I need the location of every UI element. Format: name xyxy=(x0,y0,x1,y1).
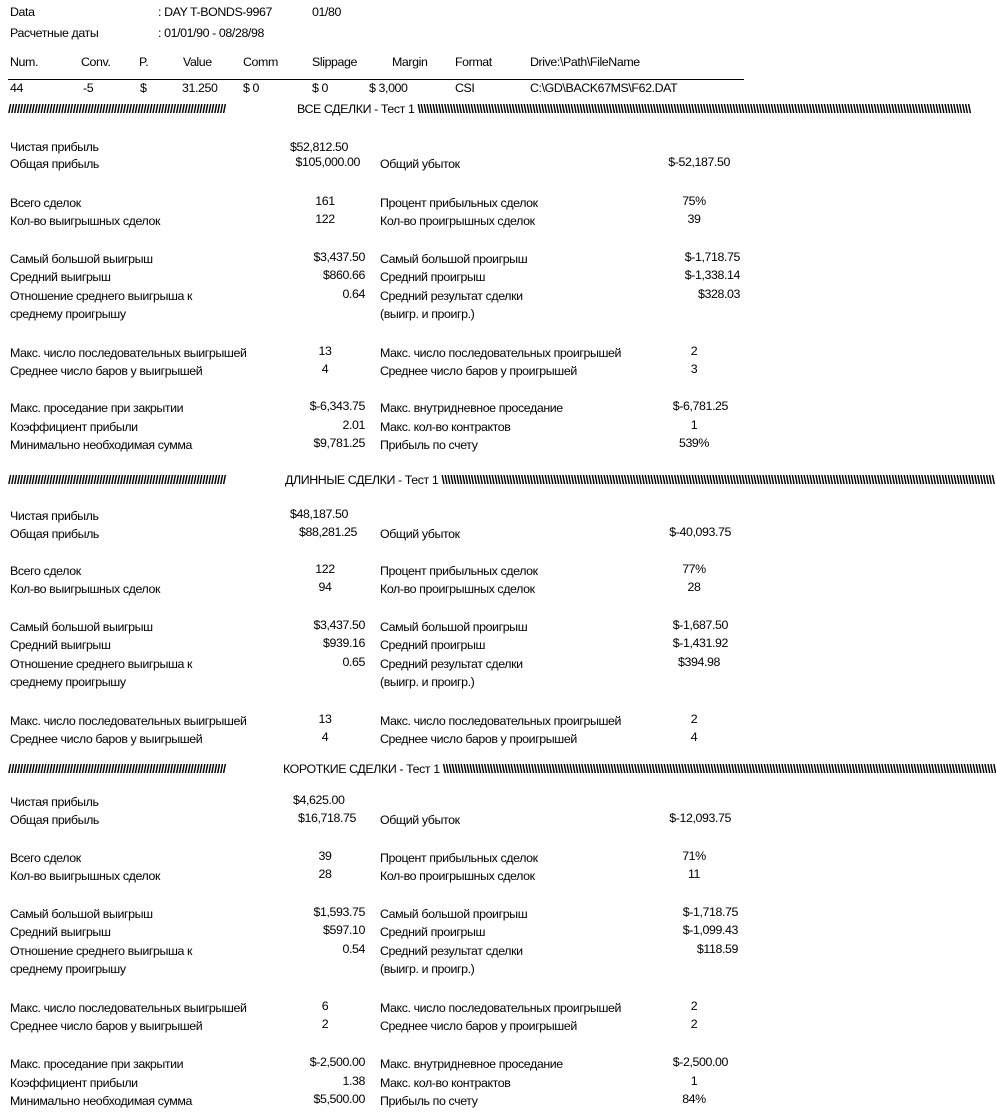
label: Минимально необходимая сумма xyxy=(10,1094,192,1108)
hatch-right: \\\\\\\\\\\\\\\\\\\\\\\\\\\\\\\\\\\\\\\\\\\\\\\\\\\\\\\\\\\\\\\\\\\\\\\\\\\\\\\\\\\\\\\\\\\\\\\\\\\\\\\\\\\\\\\\\\\\\\\\\\\\\\\\\\\\\\\\\\\\\\\\\\\\\\\\\\\\\\\\\\\\\\\\\\\\\\\\\\\\\\\\\\\\ xyxy=(417,102,971,116)
header-divider xyxy=(8,79,744,80)
section-banner-short xyxy=(8,761,996,777)
label: Кол-во проигрышных сделок xyxy=(380,582,535,596)
label: Макс. число последовательных проигрышей xyxy=(380,346,622,360)
label: Чистая прибыль xyxy=(10,509,99,523)
label: Среднее число баров у проигрышей xyxy=(380,364,577,378)
value: $-6,781.25 xyxy=(672,399,728,413)
val-slippage: $ 0 xyxy=(312,81,329,95)
value: $16,718.75 xyxy=(297,811,356,825)
label: Всего сделок xyxy=(10,851,81,865)
value: 122 xyxy=(315,212,335,226)
value: $48,187.50 xyxy=(290,507,349,521)
label: Средний выигрыш xyxy=(10,925,111,939)
label: Макс. число последовательных проигрышей xyxy=(380,1001,622,1015)
value: $-1,718.75 xyxy=(684,250,740,264)
value: $5,500.00 xyxy=(313,1092,365,1106)
hatch-left: ////////////////////////////////////////////////////////////////////////// xyxy=(8,473,226,487)
value: $-1,431.92 xyxy=(672,636,728,650)
label: Коэффициент прибыли xyxy=(10,1076,138,1090)
label: Среднее число баров у выигрышей xyxy=(10,732,203,746)
label: Самый большой выигрыш xyxy=(10,620,153,634)
label: Макс. число последовательных выигрышей xyxy=(10,346,247,360)
value: $1,593.75 xyxy=(313,905,365,919)
value: $394.98 xyxy=(678,655,720,669)
label: Средний результат сделки xyxy=(380,289,523,303)
value: 0.54 xyxy=(342,942,365,956)
value: 77% xyxy=(682,562,706,576)
label: Макс. проседание при закрытии xyxy=(10,401,184,415)
label: Отношение среднего выигрыша к xyxy=(10,944,193,958)
label: Среднее число баров у выигрышей xyxy=(10,364,203,378)
hatch-right: \\\\\\\\\\\\\\\\\\\\\\\\\\\\\\\\\\\\\\\\\\\\\\\\\\\\\\\\\\\\\\\\\\\\\\\\\\\\\\\\\\\\\\\\\\\\\\\\\\\\\\\\\\\\\\\\\\\\\\\\\\\\\\\\\\\\\\\\\\\\\\\\\\\\\\\\\\\\\\\\\\\\\\\\\\\\\\\\\\\\\\\\\\\\ xyxy=(441,473,995,487)
value: $-12,093.75 xyxy=(669,811,731,825)
value: $-1,718.75 xyxy=(682,905,738,919)
label: Кол-во выигрышных сделок xyxy=(10,214,161,228)
label: Средний проигрыш xyxy=(380,925,486,939)
value: 0.65 xyxy=(342,655,365,669)
label: Макс. число последовательных выигрышей xyxy=(10,1001,247,1015)
label: Общая прибыль xyxy=(10,157,99,171)
val-value: 31.250 xyxy=(182,81,218,95)
section-title: КОРОТКИЕ СДЕЛКИ - Тест 1 xyxy=(283,762,440,776)
hatch-right: \\\\\\\\\\\\\\\\\\\\\\\\\\\\\\\\\\\\\\\\\\\\\\\\\\\\\\\\\\\\\\\\\\\\\\\\\\\\\\\\\\\\\\\\\\\\\\\\\\\\\\\\\\\\\\\\\\\\\\\\\\\\\\\\\\\\\\\\\\\\\\\\\\\\\\\\\\\\\\\\\\\\\\\\\\\\\\\\\\\\\\\\\\\\ xyxy=(442,762,996,776)
label: Прибыль по счету xyxy=(380,438,478,452)
value: 4 xyxy=(690,730,698,744)
value: 2 xyxy=(690,712,698,726)
val-conv: -5 xyxy=(83,81,94,95)
label: Среднее число баров у выигрышей xyxy=(10,1019,203,1033)
hatch-left: ////////////////////////////////////////////////////////////////////////// xyxy=(8,102,226,116)
value: 13 xyxy=(318,344,332,358)
label: Средний выигрыш xyxy=(10,638,111,652)
col-conv: Conv. xyxy=(81,55,111,69)
value: $3,437.50 xyxy=(313,250,365,264)
label: Макс. внутридневное проседание xyxy=(380,401,563,415)
label: Кол-во выигрышных сделок xyxy=(10,582,161,596)
label: Кол-во проигрышных сделок xyxy=(380,214,535,228)
label: среднему проигрышу xyxy=(10,675,126,689)
value: 75% xyxy=(682,194,706,208)
label: Общая прибыль xyxy=(10,527,99,541)
data-label: Data xyxy=(10,5,35,19)
value: $-1,099.43 xyxy=(682,923,738,937)
dates-label: Расчетные даты xyxy=(10,26,99,40)
value: 28 xyxy=(318,867,332,881)
value: 13 xyxy=(318,712,332,726)
col-comm: Comm xyxy=(243,55,278,69)
col-margin: Margin xyxy=(392,55,428,69)
value: 2.01 xyxy=(342,418,365,432)
value: 1 xyxy=(690,418,698,432)
label: Самый большой выигрыш xyxy=(10,907,153,921)
value: 2 xyxy=(690,1017,698,1031)
val-p: $ xyxy=(140,81,147,95)
value: 39 xyxy=(687,212,701,226)
value: $9,781.25 xyxy=(313,436,365,450)
value: $-2,500.00 xyxy=(309,1055,365,1069)
label: Самый большой проигрыш xyxy=(380,620,528,634)
value: $88,281.25 xyxy=(298,525,357,539)
section-title: ДЛИННЫЕ СДЕЛКИ - Тест 1 xyxy=(285,473,439,487)
value: 539% xyxy=(678,436,710,450)
value: $4,625.00 xyxy=(293,793,345,807)
value: 6 xyxy=(321,999,329,1013)
value: 71% xyxy=(682,849,706,863)
value: $-1,338.14 xyxy=(684,268,740,282)
value: $118.59 xyxy=(696,942,738,956)
label: Кол-во проигрышных сделок xyxy=(380,869,535,883)
label: (выигр. и проигр.) xyxy=(380,675,475,689)
value: $-1,687.50 xyxy=(672,618,728,632)
value: $860.66 xyxy=(323,268,365,282)
label: Макс. число последовательных выигрышей xyxy=(10,714,247,728)
value: $939.16 xyxy=(323,636,365,650)
val-num: 44 xyxy=(10,81,23,95)
label: Средний результат сделки xyxy=(380,657,523,671)
col-p: P. xyxy=(139,55,149,69)
label: среднему проигрышу xyxy=(10,962,126,976)
value: 4 xyxy=(321,730,329,744)
section-banner-all xyxy=(8,101,971,117)
value: $3,437.50 xyxy=(313,618,365,632)
value: $-2,500.00 xyxy=(672,1055,728,1069)
label: Среднее число баров у проигрышей xyxy=(380,732,577,746)
value: $105,000.00 xyxy=(295,155,360,169)
value: $-6,343.75 xyxy=(309,399,365,413)
value: $328.03 xyxy=(698,287,740,301)
value: 1 xyxy=(690,1074,698,1088)
value: 39 xyxy=(318,849,332,863)
value: $597.10 xyxy=(323,923,365,937)
label: (выигр. и проигр.) xyxy=(380,307,475,321)
value: 2 xyxy=(321,1017,329,1031)
label: Самый большой выигрыш xyxy=(10,252,153,266)
label: Отношение среднего выигрыша к xyxy=(10,289,193,303)
col-num: Num. xyxy=(10,55,39,69)
value: 161 xyxy=(315,194,335,208)
value: 3 xyxy=(690,362,698,376)
label: Чистая прибыль xyxy=(10,795,99,809)
col-path: Drive:\Path\FileName xyxy=(530,55,640,69)
label: среднему проигрышу xyxy=(10,307,126,321)
label: Прибыль по счету xyxy=(380,1094,478,1108)
label: Всего сделок xyxy=(10,196,81,210)
label: Самый большой проигрыш xyxy=(380,252,528,266)
label: Макс. кол-во контрактов xyxy=(380,420,511,434)
label: Процент прибыльных сделок xyxy=(380,851,538,865)
value: 2 xyxy=(690,999,698,1013)
label: Средний выигрыш xyxy=(10,270,111,284)
col-format: Format xyxy=(455,55,492,69)
value: $-52,187.50 xyxy=(668,155,730,169)
col-value: Value xyxy=(183,55,212,69)
value: $52,812.50 xyxy=(290,140,349,154)
label: Чистая прибыль xyxy=(10,140,99,154)
label: Макс. кол-во контрактов xyxy=(380,1076,511,1090)
section-banner-long xyxy=(8,472,995,488)
value: 4 xyxy=(321,362,329,376)
label: Процент прибыльных сделок xyxy=(380,564,538,578)
value: $-40,093.75 xyxy=(669,525,731,539)
label: Кол-во выигрышных сделок xyxy=(10,869,161,883)
dates-value: : 01/01/90 - 08/28/98 xyxy=(158,26,264,40)
value: 0.64 xyxy=(342,287,365,301)
label: Общий убыток xyxy=(380,527,460,541)
label: Общий убыток xyxy=(380,813,460,827)
label: Среднее число баров у проигрышей xyxy=(380,1019,577,1033)
val-comm: $ 0 xyxy=(243,81,260,95)
value: 11 xyxy=(687,867,701,881)
label: Коэффициент прибыли xyxy=(10,420,138,434)
data-value: : DAY T-BONDS-9967 xyxy=(158,5,273,19)
val-path: C:\GD\BACK67MS\F62.DAT xyxy=(530,81,678,95)
col-slippage: Slippage xyxy=(312,55,358,69)
value: 94 xyxy=(318,580,332,594)
label: Всего сделок xyxy=(10,564,81,578)
section-title: ВСЕ СДЕЛКИ - Тест 1 xyxy=(297,102,415,116)
label: Процент прибыльных сделок xyxy=(380,196,538,210)
value: 28 xyxy=(687,580,701,594)
label: Средний проигрыш xyxy=(380,638,486,652)
label: Макс. внутридневное проседание xyxy=(380,1057,563,1071)
hatch-left: ////////////////////////////////////////////////////////////////////////// xyxy=(8,762,226,776)
label: Макс. число последовательных проигрышей xyxy=(380,714,622,728)
label: Макс. проседание при закрытии xyxy=(10,1057,184,1071)
value: 122 xyxy=(315,562,335,576)
data-code: 01/80 xyxy=(312,5,342,19)
label: Самый большой проигрыш xyxy=(380,907,528,921)
label: Средний проигрыш xyxy=(380,270,486,284)
label: (выигр. и проигр.) xyxy=(380,962,475,976)
val-format: CSI xyxy=(455,81,475,95)
value: 2 xyxy=(690,344,698,358)
value: 1.38 xyxy=(342,1074,365,1088)
label: Общий убыток xyxy=(380,157,460,171)
value: 84% xyxy=(682,1092,706,1106)
label: Общая прибыль xyxy=(10,813,99,827)
label: Отношение среднего выигрыша к xyxy=(10,657,193,671)
label: Минимально необходимая сумма xyxy=(10,438,192,452)
val-margin: $ 3,000 xyxy=(369,81,408,95)
label: Средний результат сделки xyxy=(380,944,523,958)
